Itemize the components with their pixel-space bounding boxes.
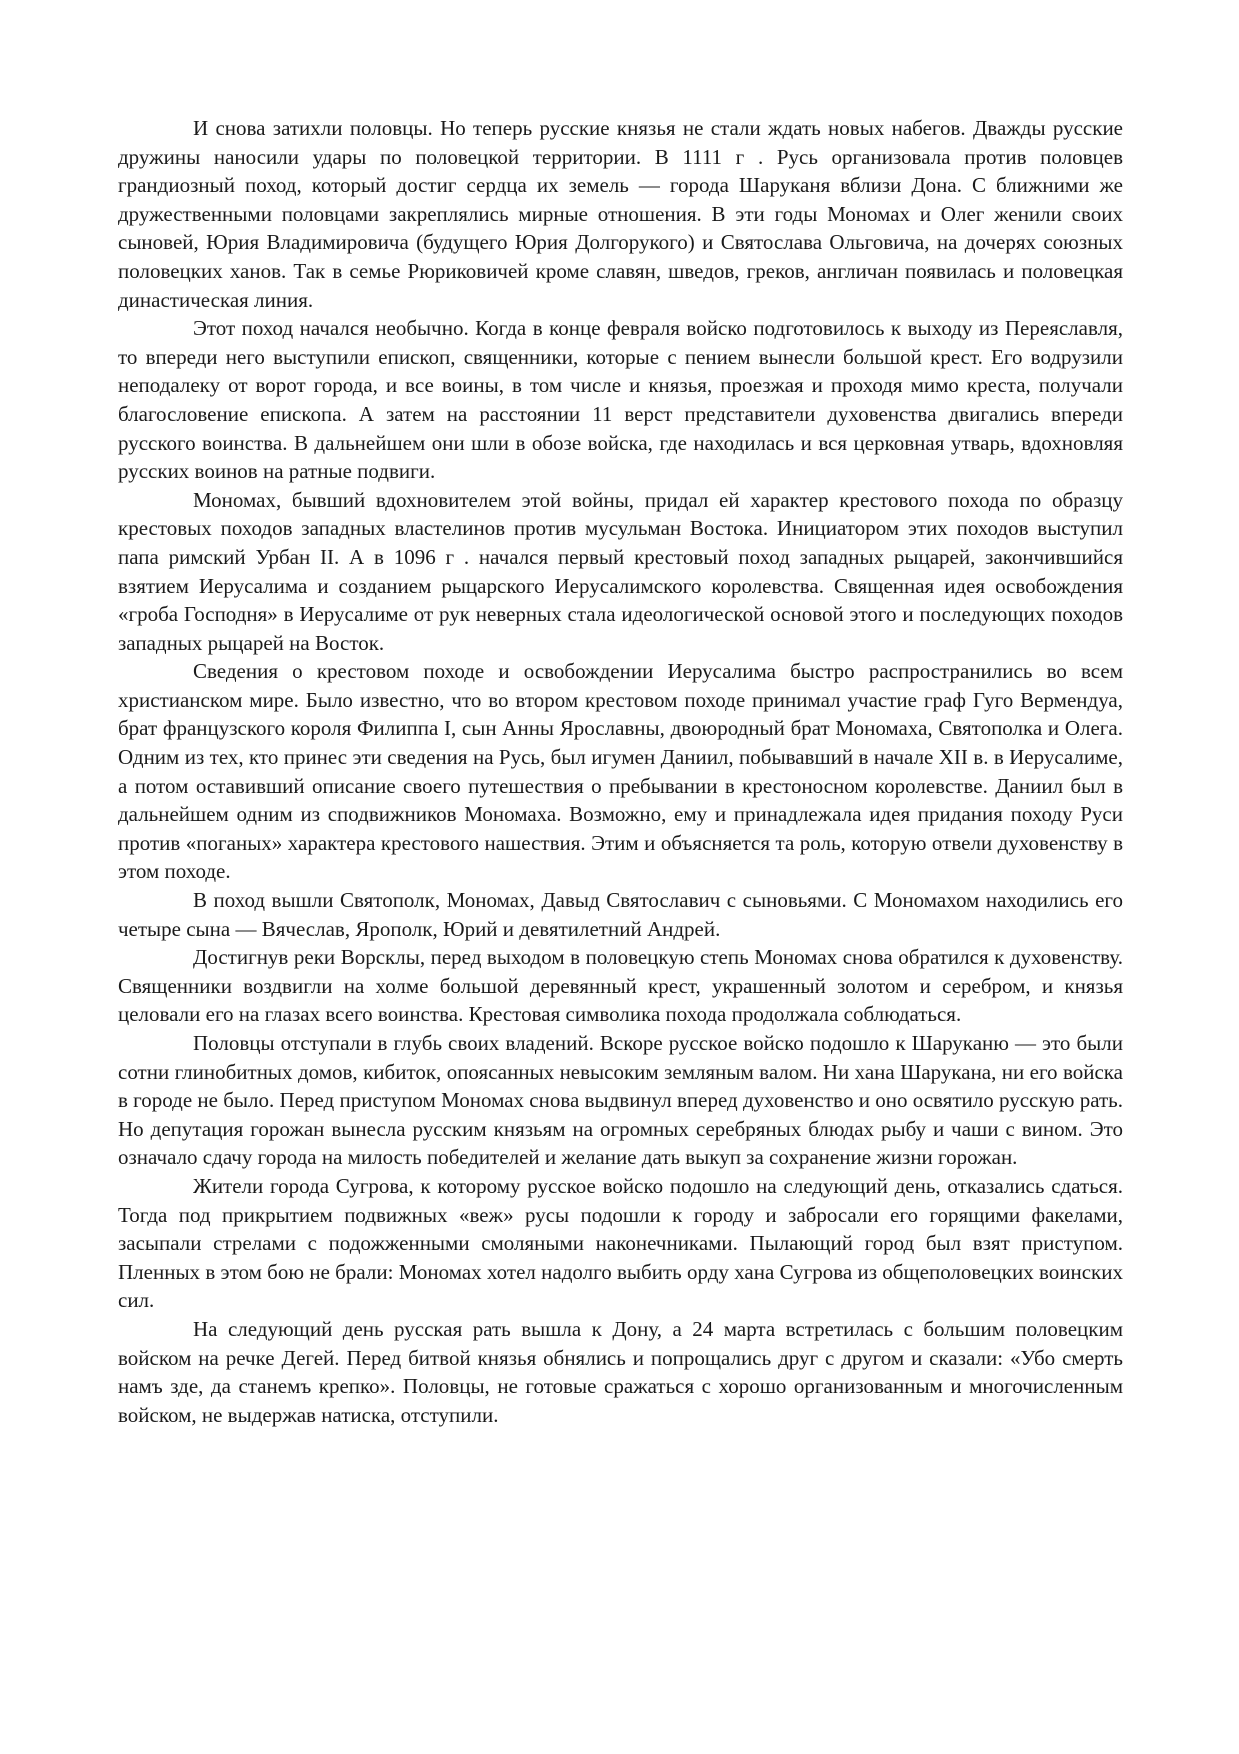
paragraph: И снова затихли половцы. Но теперь русские князья не стали ждать новых набегов. Дважды русские дружины наносили удары по половецкой территории. В 1111 г . Русь организовала против половцев грандиозный поход, который достиг сердца их земель — города Шаруканя вблизи Дона. С ближними же дружественными половцами закреплялись мирные отношения. В эти годы Мономах и Олег женили своих сыновей, Юрия Владимировича (будущего Юрия Долгорукого) и Святослава Ольговича, на дочерях союзных половецких ханов. Так в семье Рюриковичей кроме славян, шведов, греков, англичан появилась и половецкая династическая линия. (118, 116, 1123, 312)
paragraph: Половцы отступали в глубь своих владений. Вскоре русское войско подошло к Шаруканю — это были сотни глинобитных домов, кибиток, опоясанных невысоким земляным валом. Ни хана Шарукана, ни его войска в городе не было. Перед приступом Мономах снова выдвинул вперед духовенство и оно освятило русскую рать. Но депутация горожан вынесла русским князьям на огромных серебряных блюдах рыбу и чаши с вином. Это означало сдачу города на милость победителей и желание дать выкуп за сохранение жизни горожан. (118, 1031, 1123, 1170)
paragraph: Этот поход начался необычно. Когда в конце февраля войско подготовилось к выходу из Переяславля, то впереди него выступили епископ, священники, которые с пением вынесли большой крест. Его водрузили неподалеку от ворот города, и все воины, в том числе и князья, проезжая и проходя мимо креста, получали благословение епископа. А затем на расстоянии 11 верст представители духовенства двигались впереди русского воинства. В дальнейшем они шли в обозе войска, где находилась и вся церковная утварь, вдохновляя русских воинов на ратные подвиги. (118, 316, 1123, 484)
document-page (118, 114, 1123, 1429)
paragraph: Достигнув реки Ворсклы, перед выходом в половецкую степь Мономах снова обратился к духовенству. Священники воздвигли на холме большой деревянный крест, украшенный золотом и серебром, и князья целовали его на глазах всего воинства. Крестовая символика похода продолжала соблюдаться. (118, 945, 1123, 1027)
paragraph: Мономах, бывший вдохновителем этой войны, придал ей характер крестового похода по образцу крестовых походов западных властелинов против мусульман Востока. Инициатором этих походов выступил папа римский Урбан II. А в 1096 г . начался первый крестовый поход западных рыцарей, закончившийся взятием Иерусалима и созданием рыцарского Иерусалимского королевства. Священная идея освобождения «гроба Господня» в Иерусалиме от рук неверных стала идеологической основой этого и последующих походов западных рыцарей на Восток. (118, 487, 1123, 655)
paragraph: На следующий день русская рать вышла к Дону, а 24 марта встретилась с большим половецким войском на речке Дегей. Перед битвой князья обнялись и попрощались друг с другом и сказали: «Убо смерть намъ зде, да станемъ крепко». Половцы, не готовые сражаться с хорошо организованным и многочисленным войском, не выдержав натиска, отступили. (118, 1316, 1123, 1427)
paragraph: Сведения о крестовом походе и освобождении Иерусалима быстро распространились во всем христианском мире. Было известно, что во втором крестовом походе принимал участие граф Гуго Вермендуа, брат французского короля Филиппа I, сын Анны Ярославны, двоюродный брат Мономаха, Святополка и Олега. Одним из тех, кто принес эти сведения на Русь, был игумен Даниил, побывавший в начале XII в. в Иерусалиме, а потом оставивший описание своего путешествия о пребывании в крестоносном королевстве. Даниил был в дальнейшем одним из сподвижников Мономаха. Возможно, ему и принадлежала идея придания походу Руси против «поганых» характера крестового нашествия. Этим и объясняется та роль, которую отвели духовенству в этом походе. (118, 659, 1123, 884)
paragraph: В поход вышли Святополк, Мономах, Давыд Святославич с сыновьями. С Мономахом находились его четыре сына — Вячеслав, Ярополк, Юрий и девятилетний Андрей. (118, 888, 1123, 941)
paragraph: Жители города Сугрова, к которому русское войско подошло на следующий день, отказались сдаться. Тогда под прикрытием подвижных «веж» русы подошли к городу и забросали его горящими факелами, засыпали стрелами с подожженными смоляными наконечниками. Пылающий город был взят приступом. Пленных в этом бою не брали: Мономах хотел надолго выбить орду хана Сугрова из общеполовецких воинских сил. (118, 1173, 1123, 1313)
